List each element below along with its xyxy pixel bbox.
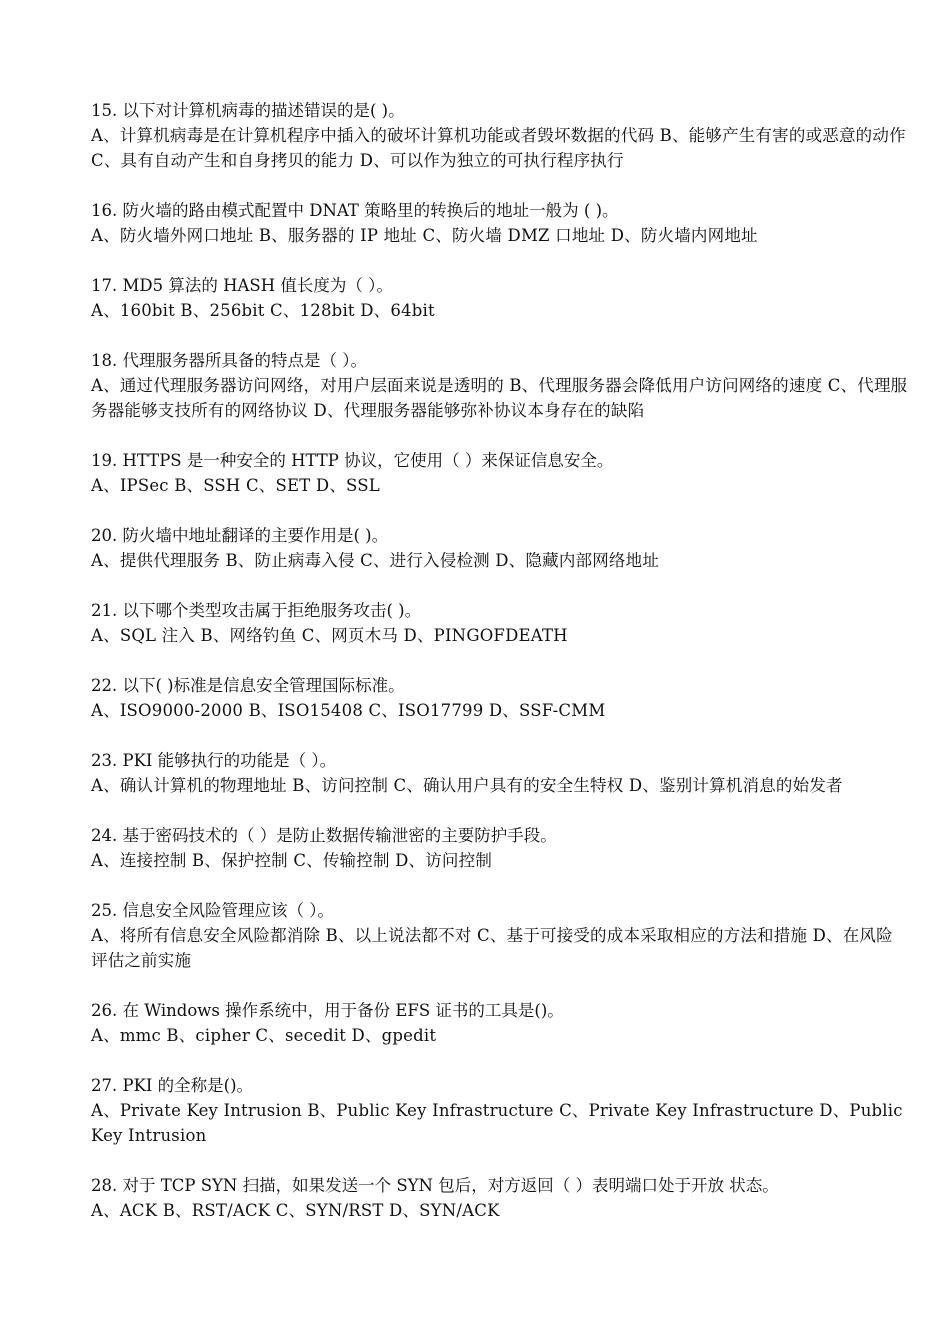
question-options: A、提供代理服务 B、防止病毒入侵 C、进行入侵检测 D、隐藏内部网络地址 — [91, 551, 660, 570]
question-title: 23. PKI 能够执行的功能是（ ）。 — [91, 751, 337, 770]
question-18 — [91, 348, 909, 423]
question-title: 15. 以下对计算机病毒的描述错误的是( )。 — [91, 101, 405, 120]
question-title: 24. 基于密码技术的（ ）是防止数据传输泄密的主要防护手段。 — [91, 826, 557, 845]
question-title: 17. MD5 算法的 HASH 值长度为（ ）。 — [91, 276, 393, 295]
question-title: 27. PKI 的全称是()。 — [91, 1076, 254, 1095]
question-title: 21. 以下哪个类型攻击属于拒绝服务攻击( )。 — [91, 601, 422, 620]
question-title: 20. 防火墙中地址翻译的主要作用是( )。 — [91, 526, 389, 545]
question-options: A、160bit B、256bit C、128bit D、64bit — [91, 301, 435, 320]
question-28 — [91, 1173, 909, 1223]
question-24 — [91, 823, 909, 873]
question-title: 18. 代理服务器所具备的特点是（ ）。 — [91, 351, 367, 370]
question-21 — [91, 598, 909, 648]
question-title: 16. 防火墙的路由模式配置中 DNAT 策略里的转换后的地址一般为 ( )。 — [91, 201, 619, 220]
question-title: 19. HTTPS 是一种安全的 HTTP 协议，它使用（ ）来保证信息安全。 — [91, 451, 614, 470]
question-options: A、ACK B、RST/ACK C、SYN/RST D、SYN/ACK — [91, 1201, 500, 1220]
question-15 — [91, 98, 909, 173]
question-options: A、SQL 注入 B、网络钓鱼 C、网页木马 D、PINGOFDEATH — [91, 626, 568, 645]
question-options: A、Private Key Intrusion B、Public Key Infrastructure C、Private Key Infrastructure D、Public Key Intrusion — [91, 1101, 903, 1145]
question-options: A、防火墙外网口地址 B、服务器的 IP 地址 C、防火墙 DMZ 口地址 D、防火墙内网地址 — [91, 226, 758, 245]
question-26 — [91, 998, 909, 1048]
question-options: A、确认计算机的物理地址 B、访问控制 C、确认用户具有的安全生特权 D、鉴别计算机消息的始发者 — [91, 776, 843, 795]
question-options: A、连接控制 B、保护控制 C、传输控制 D、访问控制 — [91, 851, 493, 870]
question-title: 26. 在 Windows 操作系统中，用于备份 EFS 证书的工具是()。 — [91, 1001, 564, 1020]
question-options: A、ISO9000-2000 B、ISO15408 C、ISO17799 D、SSF-CMM — [91, 701, 606, 720]
question-options: A、通过代理服务器访问网络，对用户层面来说是透明的 B、代理服务器会降低用户访问网络的速度 C、代理服务器能够支技所有的网络协议 D、代理服务器能够弥补协议本身存在的缺陷 — [91, 376, 908, 420]
question-22 — [91, 673, 909, 723]
question-options: A、计算机病毒是在计算机程序中插入的破坏计算机功能或者毁坏数据的代码 B、能够产生有害的或恶意的动作 C、具有自动产生和自身拷贝的能力 D、可以作为独立的可执行程序执行 — [91, 126, 906, 170]
question-27 — [91, 1073, 909, 1148]
question-16 — [91, 198, 909, 248]
question-options: A、mmc B、cipher C、secedit D、gpedit — [91, 1026, 437, 1045]
question-title: 22. 以下( )标准是信息安全管理国际标准。 — [91, 676, 405, 695]
document-page — [91, 98, 909, 1248]
question-options: A、将所有信息安全风险都消除 B、以上说法都不对 C、基于可接受的成本采取相应的方法和措施 D、在风险评估之前实施 — [91, 926, 893, 970]
question-title: 28. 对于 TCP SYN 扫描，如果发送一个 SYN 包后，对方返回（ ）表明端口处于开放 状态。 — [91, 1176, 779, 1195]
question-23 — [91, 748, 909, 798]
question-options: A、IPSec B、SSH C、SET D、SSL — [91, 476, 380, 495]
question-19 — [91, 448, 909, 498]
question-25 — [91, 898, 909, 973]
question-20 — [91, 523, 909, 573]
question-title: 25. 信息安全风险管理应该（ ）。 — [91, 901, 334, 920]
question-17 — [91, 273, 909, 323]
